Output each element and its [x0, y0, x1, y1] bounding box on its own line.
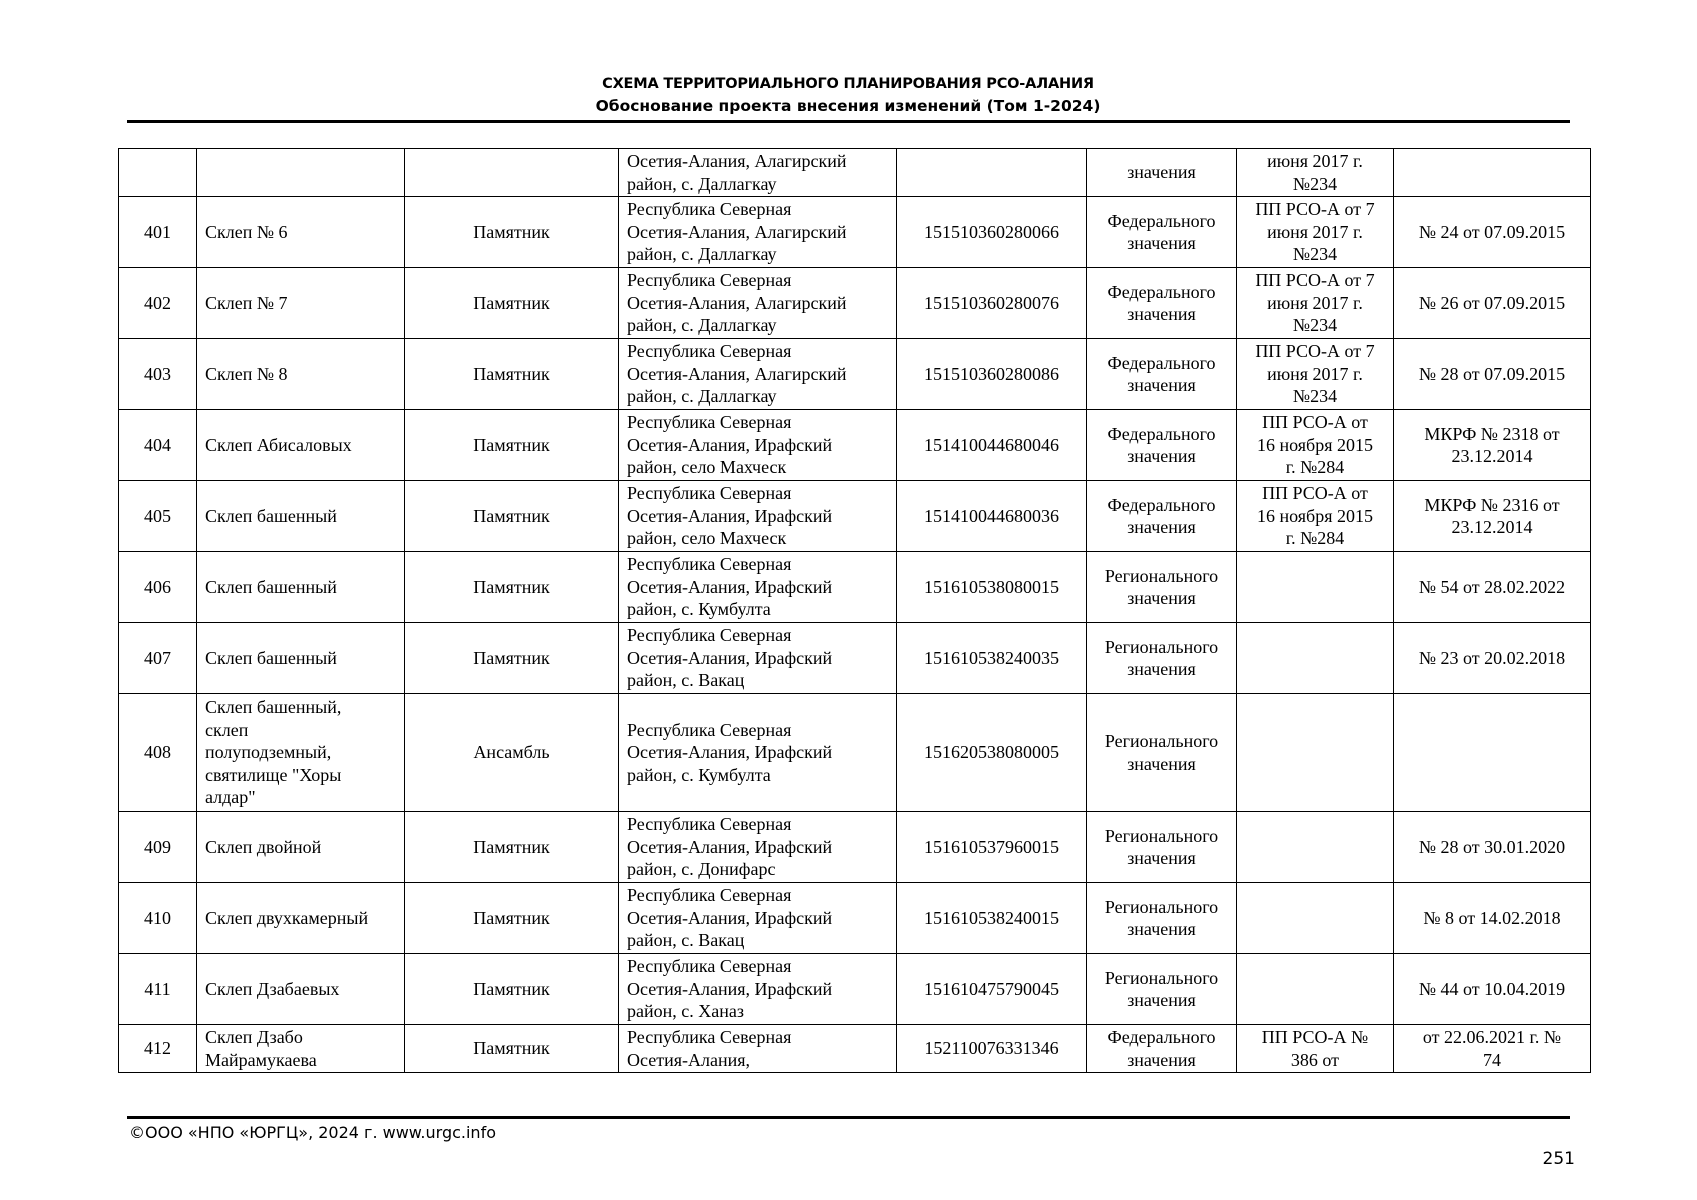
protection-obligation-cell: [1394, 339, 1591, 410]
row-number-cell: [119, 410, 197, 481]
object-address: Республика Северная Осетия-Алания, Алагирский район, с. Даллагкау: [627, 341, 847, 407]
decree-document: ПП РСО-А от 7 июня 2017 г. №234: [1255, 199, 1375, 265]
significance-category: Регионального значения: [1104, 896, 1219, 939]
decree-document-cell: [1237, 812, 1394, 883]
table-body: [119, 149, 1591, 1073]
registry-number-cell: [897, 197, 1087, 268]
object-address: Республика Северная Осетия-Алания, Ирафский район, с. Вакац: [627, 885, 833, 951]
decree-document: ПП РСО-А от 16 ноября 2015 г. №284: [1256, 412, 1373, 478]
object-type-cell: [405, 623, 619, 694]
table-row: [119, 694, 1591, 812]
significance-category-cell: [1087, 694, 1237, 812]
object-name: Склеп двухкамерный: [205, 907, 369, 928]
protection-obligation: МКРФ № 2316 от 23.12.2014: [1424, 494, 1560, 537]
decree-document-cell: [1237, 623, 1394, 694]
protection-obligation-cell: [1394, 268, 1591, 339]
table-row: [119, 954, 1591, 1025]
row-number-cell: [119, 694, 197, 812]
object-type-cell: [405, 694, 619, 812]
table-row: [119, 623, 1591, 694]
decree-document: ПП РСО-А № 386 от: [1261, 1027, 1369, 1070]
table-row: [119, 410, 1591, 481]
object-type: Памятник: [473, 221, 550, 242]
object-address-cell: [619, 268, 897, 339]
object-type-cell: [405, 552, 619, 623]
registry-number: 151620538080005: [924, 742, 1059, 763]
significance-category-cell: [1087, 339, 1237, 410]
table-row: [119, 197, 1591, 268]
registry-number-cell: [897, 623, 1087, 694]
significance-category-cell: [1087, 623, 1237, 694]
decree-document-cell: [1237, 552, 1394, 623]
object-address-cell: [619, 623, 897, 694]
decree-document-cell: [1237, 197, 1394, 268]
object-address: Республика Северная Осетия-Алания, Алагирский район, с. Даллагкау: [627, 199, 847, 265]
object-address: Республика Северная Осетия-Алания, Ирафский район, село Махческ: [627, 412, 833, 478]
row-number: 408: [144, 742, 171, 763]
row-number: 412: [144, 1038, 171, 1059]
row-number: 405: [144, 505, 171, 526]
significance-category: Федерального значения: [1107, 494, 1216, 537]
object-type-cell: [405, 812, 619, 883]
protection-obligation: МКРФ № 2318 от 23.12.2014: [1424, 423, 1560, 466]
object-address: Республика Северная Осетия-Алания, Ирафский район, село Махческ: [627, 483, 833, 549]
registry-number: 151510360280076: [924, 292, 1059, 313]
protection-obligation-cell: [1394, 623, 1591, 694]
object-type: Памятник: [473, 434, 550, 455]
footer-copyright: ©ООО «НПО «ЮРГЦ», 2024 г. www.urgc.info: [129, 1123, 496, 1142]
significance-category-cell: [1087, 812, 1237, 883]
object-address-cell: [619, 339, 897, 410]
decree-document: ПП РСО-А от 16 ноября 2015 г. №284: [1256, 483, 1373, 549]
decree-document-cell: [1237, 694, 1394, 812]
row-number-cell: [119, 197, 197, 268]
protection-obligation: № 26 от 07.09.2015: [1418, 292, 1566, 313]
row-number-cell: [119, 552, 197, 623]
object-name: Склеп башенный: [205, 576, 337, 597]
object-address: Республика Северная Осетия-Алания, Ирафский район, с. Кумбулта: [627, 719, 833, 785]
object-name-cell: [197, 481, 405, 552]
object-address: Республика Северная Осетия-Алания, Ирафский район, с. Донифарс: [627, 814, 833, 880]
row-number-cell: [119, 268, 197, 339]
significance-category-cell: [1087, 481, 1237, 552]
row-number-cell: [119, 623, 197, 694]
object-name: Склеп двойной: [205, 836, 322, 857]
significance-category-cell: [1087, 883, 1237, 954]
significance-category-cell: [1087, 410, 1237, 481]
object-name-cell: [197, 694, 405, 812]
decree-document-cell: [1237, 268, 1394, 339]
object-type-cell: [405, 883, 619, 954]
object-address-cell: [619, 149, 897, 197]
decree-document: июня 2017 г. №234: [1267, 151, 1363, 194]
protection-obligation: от 22.06.2021 г. № 74: [1422, 1027, 1562, 1070]
object-type: Памятник: [473, 1038, 550, 1059]
significance-category: Федерального значения: [1107, 281, 1216, 324]
decree-document-cell: [1237, 883, 1394, 954]
row-number: 404: [144, 434, 171, 455]
object-name: Склеп башенный: [205, 505, 337, 526]
object-address: Республика Северная Осетия-Алания,: [627, 1027, 792, 1070]
object-type-cell: [405, 149, 619, 197]
registry-number: 151610538240035: [924, 647, 1059, 668]
registry-number-cell: [897, 1025, 1087, 1073]
protection-obligation: № 8 от 14.02.2018: [1423, 907, 1561, 928]
row-number-cell: [119, 149, 197, 197]
object-type: Памятник: [473, 292, 550, 313]
decree-document-cell: [1237, 339, 1394, 410]
registry-number-cell: [897, 149, 1087, 197]
object-name: Склеп башенный: [205, 647, 337, 668]
object-type: Ансамбль: [473, 742, 550, 763]
object-name: Склеп № 7: [205, 292, 288, 313]
document-title: СХЕМА ТЕРРИТОРИАЛЬНОГО ПЛАНИРОВАНИЯ РСО-АЛАНИЯ: [602, 76, 1094, 92]
decree-document: ПП РСО-А от 7 июня 2017 г. №234: [1255, 341, 1375, 407]
protection-obligation-cell: [1394, 481, 1591, 552]
object-type-cell: [405, 197, 619, 268]
row-number-cell: [119, 954, 197, 1025]
heritage-objects-table: [118, 148, 1591, 1073]
row-number-cell: [119, 1025, 197, 1073]
row-number-cell: [119, 481, 197, 552]
protection-obligation: № 28 от 07.09.2015: [1418, 363, 1566, 384]
object-name: Склеп Дзабаевых: [205, 978, 340, 999]
protection-obligation: № 54 от 28.02.2022: [1418, 576, 1566, 597]
significance-category: Федерального значения: [1107, 423, 1216, 466]
object-name: Склеп № 6: [205, 221, 288, 242]
registry-number: 151610537960015: [924, 836, 1059, 857]
registry-number-cell: [897, 481, 1087, 552]
registry-number-cell: [897, 552, 1087, 623]
registry-number: 151410044680036: [924, 505, 1059, 526]
object-name-cell: [197, 883, 405, 954]
footer-divider: [127, 1116, 1570, 1119]
registry-number-cell: [897, 339, 1087, 410]
registry-number: 151610538240015: [924, 907, 1059, 928]
row-number: 409: [144, 836, 171, 857]
object-address-cell: [619, 410, 897, 481]
object-address-cell: [619, 812, 897, 883]
table-row: [119, 481, 1591, 552]
row-number-cell: [119, 883, 197, 954]
table-row: [119, 268, 1591, 339]
protection-obligation: № 24 от 07.09.2015: [1418, 221, 1566, 242]
table-row: [119, 883, 1591, 954]
registry-number-cell: [897, 954, 1087, 1025]
object-type-cell: [405, 410, 619, 481]
table-row: [119, 812, 1591, 883]
protection-obligation-cell: [1394, 149, 1591, 197]
significance-category-cell: [1087, 954, 1237, 1025]
significance-category-cell: [1087, 268, 1237, 339]
registry-number-cell: [897, 410, 1087, 481]
protection-obligation-cell: [1394, 694, 1591, 812]
decree-document: ПП РСО-А от 7 июня 2017 г. №234: [1255, 270, 1375, 336]
object-type-cell: [405, 954, 619, 1025]
page-header: [127, 73, 1569, 117]
protection-obligation: № 23 от 20.02.2018: [1418, 647, 1566, 668]
significance-category: Регионального значения: [1104, 565, 1219, 608]
significance-category: значения: [1127, 162, 1196, 183]
protection-obligation-cell: [1394, 197, 1591, 268]
protection-obligation-cell: [1394, 954, 1591, 1025]
protection-obligation-cell: [1394, 812, 1591, 883]
object-type: Памятник: [473, 505, 550, 526]
object-name-cell: [197, 149, 405, 197]
table-row: [119, 339, 1591, 410]
significance-category-cell: [1087, 149, 1237, 197]
significance-category: Регионального значения: [1104, 967, 1219, 1010]
object-name-cell: [197, 552, 405, 623]
registry-number: 151410044680046: [924, 434, 1059, 455]
row-number: 410: [144, 907, 171, 928]
object-name: Склеп № 8: [205, 363, 288, 384]
registry-number: 151610538080015: [924, 576, 1059, 597]
object-name-cell: [197, 812, 405, 883]
row-number: 402: [144, 292, 171, 313]
object-address: Осетия-Алания, Алагирский район, с. Даллагкау: [627, 151, 847, 194]
object-type: Памятник: [473, 836, 550, 857]
protection-obligation-cell: [1394, 410, 1591, 481]
row-number-cell: [119, 339, 197, 410]
object-name: Склеп Дзабо Майрамукаева: [205, 1027, 317, 1070]
row-number-cell: [119, 812, 197, 883]
registry-number-cell: [897, 268, 1087, 339]
document-subtitle: Обоснование проекта внесения изменений (Том 1-2024): [595, 97, 1101, 115]
decree-document-cell: [1237, 954, 1394, 1025]
registry-number-cell: [897, 694, 1087, 812]
protection-obligation-cell: [1394, 1025, 1591, 1073]
row-number: 403: [144, 363, 171, 384]
significance-category-cell: [1087, 1025, 1237, 1073]
row-number: 411: [144, 978, 171, 999]
row-number: 406: [144, 576, 171, 597]
object-type: Памятник: [473, 647, 550, 668]
protection-obligation: № 44 от 10.04.2019: [1418, 978, 1566, 999]
object-address-cell: [619, 552, 897, 623]
row-number: 407: [144, 647, 171, 668]
decree-document-cell: [1237, 1025, 1394, 1073]
object-type: Памятник: [473, 576, 550, 597]
table-row: [119, 149, 1591, 197]
object-type: Памятник: [473, 978, 550, 999]
object-type-cell: [405, 1025, 619, 1073]
page-number: 251: [1542, 1149, 1575, 1169]
registry-number-cell: [897, 883, 1087, 954]
object-type-cell: [405, 339, 619, 410]
protection-obligation-cell: [1394, 552, 1591, 623]
object-name-cell: [197, 1025, 405, 1073]
object-type: Памятник: [473, 907, 550, 928]
object-name-cell: [197, 410, 405, 481]
row-number: 401: [144, 221, 171, 242]
significance-category: Регионального значения: [1104, 636, 1219, 679]
registry-number: 151610475790045: [924, 978, 1059, 999]
object-address-cell: [619, 481, 897, 552]
decree-document-cell: [1237, 410, 1394, 481]
object-name-cell: [197, 623, 405, 694]
object-type-cell: [405, 268, 619, 339]
significance-category: Федерального значения: [1107, 1027, 1216, 1070]
registry-number: 151510360280066: [924, 221, 1059, 242]
significance-category: Регионального значения: [1104, 731, 1219, 774]
object-address-cell: [619, 1025, 897, 1073]
object-address: Республика Северная Осетия-Алания, Ирафский район, с. Ханаз: [627, 956, 833, 1022]
registry-number-cell: [897, 812, 1087, 883]
significance-category: Федерального значения: [1107, 210, 1216, 253]
registry-number: 151510360280086: [924, 363, 1059, 384]
object-name-cell: [197, 197, 405, 268]
object-name-cell: [197, 268, 405, 339]
object-address: Республика Северная Осетия-Алания, Ирафский район, с. Вакац: [627, 625, 833, 691]
object-address-cell: [619, 694, 897, 812]
significance-category: Регионального значения: [1104, 825, 1219, 868]
header-divider: [127, 120, 1570, 123]
object-address: Республика Северная Осетия-Алания, Алагирский район, с. Даллагкау: [627, 270, 847, 336]
object-name-cell: [197, 339, 405, 410]
object-name: Склеп башенный, склеп полуподземный, святилище "Хоры алдар": [205, 697, 342, 808]
object-type: Памятник: [473, 363, 550, 384]
table-row: [119, 1025, 1591, 1073]
protection-obligation: № 28 от 30.01.2020: [1418, 836, 1566, 857]
protection-obligation-cell: [1394, 883, 1591, 954]
table-row: [119, 552, 1591, 623]
decree-document-cell: [1237, 481, 1394, 552]
object-address: Республика Северная Осетия-Алания, Ирафский район, с. Кумбулта: [627, 554, 833, 620]
significance-category: Федерального значения: [1107, 352, 1216, 395]
registry-number: 152110076331346: [924, 1038, 1059, 1059]
object-type-cell: [405, 481, 619, 552]
significance-category-cell: [1087, 197, 1237, 268]
object-address-cell: [619, 883, 897, 954]
significance-category-cell: [1087, 552, 1237, 623]
object-address-cell: [619, 197, 897, 268]
object-address-cell: [619, 954, 897, 1025]
decree-document-cell: [1237, 149, 1394, 197]
object-name: Склеп Абисаловых: [205, 434, 352, 455]
object-name-cell: [197, 954, 405, 1025]
